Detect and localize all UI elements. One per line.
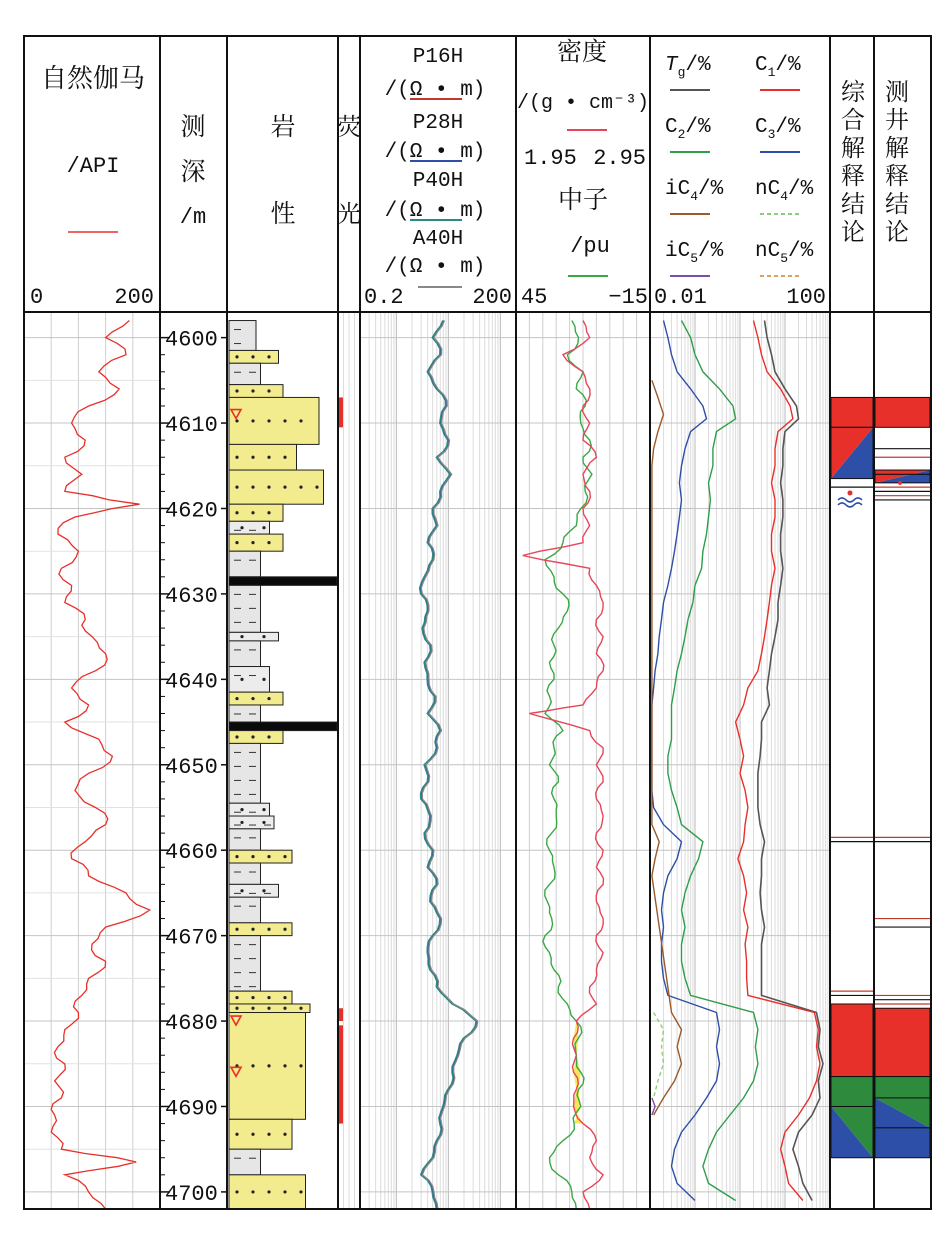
lithology-symbol-dot	[235, 928, 238, 931]
lithology-layer-mud	[229, 936, 261, 992]
lithology-symbol-dot	[251, 389, 254, 392]
interp-logging-title-3: 解	[885, 134, 909, 162]
gas-legend-label-unit: /%	[698, 240, 724, 263]
lithology-layer-mud	[229, 551, 261, 577]
interp-logging-band	[875, 1008, 930, 1076]
gas-legend-label-sub: g	[677, 65, 686, 80]
lithology-symbol-dot	[240, 678, 243, 681]
gas-legend-label-unit: /%	[788, 240, 814, 263]
gas-legend-label	[665, 54, 711, 80]
interp-combined-title-6: 论	[841, 218, 865, 246]
res-scale-min: 0.2	[364, 285, 404, 310]
lithology-symbol-dot	[267, 486, 270, 489]
lithology-symbol-dot	[299, 1007, 302, 1010]
neutron-unit: /pu	[570, 234, 610, 259]
lithology-layer-silt	[229, 632, 279, 641]
lithology-symbol-dot	[251, 855, 254, 858]
lithology-symbol-dot	[267, 456, 270, 459]
lithology-symbol-dot	[235, 1133, 238, 1136]
res-curve-3-title: P40H	[412, 170, 464, 193]
neutron-scale-min: 45	[521, 285, 548, 310]
lithology-symbol-dot	[267, 419, 270, 422]
res-curve-2-unit: /(Ω • m)	[384, 141, 486, 164]
gas-legend-label-unit: /%	[775, 54, 801, 77]
lithology-layer-coal	[229, 577, 337, 586]
interp-combined-band	[831, 397, 873, 427]
lithology-symbol-dot	[251, 735, 254, 738]
lithology-symbol-dot	[240, 889, 243, 892]
depth-label: 4630	[165, 583, 218, 609]
lithology-symbol-dot	[267, 1133, 270, 1136]
lithology-layer-sand	[229, 397, 319, 444]
lithology-layer-silt	[229, 884, 279, 897]
fluorescence-title-1: 荧	[337, 113, 361, 141]
lithology-symbol-dot	[251, 486, 254, 489]
res-curve-3-unit: /(Ω • m)	[384, 200, 486, 223]
lithology-symbol-dot	[267, 855, 270, 858]
lithology-symbol-dot	[251, 419, 254, 422]
gas-legend-label-sub: 2	[677, 127, 686, 142]
density-title: 密度	[556, 37, 608, 66]
lithology-symbol-dot	[235, 855, 238, 858]
gas-legend-label-sub: 1	[767, 65, 776, 80]
lithology-symbol-dot	[235, 511, 238, 514]
lithology-symbol-dot	[240, 635, 243, 638]
interp-logging-title-1: 测	[885, 78, 909, 106]
lithology-layer-sand	[229, 1175, 306, 1209]
lithology-symbol-dot	[283, 1007, 286, 1010]
depth-label: 4680	[165, 1011, 218, 1037]
interp-logging-title-2: 井	[885, 106, 909, 134]
lithology-symbol-dot	[262, 526, 265, 529]
lithology-symbol-dot	[283, 456, 286, 459]
lithology-symbol-dot	[267, 389, 270, 392]
res-curve-4-title: A40H	[412, 228, 464, 251]
lithology-symbol-dot	[267, 1007, 270, 1010]
depth-unit: /m	[179, 205, 207, 230]
lithology-symbol-dot	[235, 996, 238, 999]
res-curve-1-title: P16H	[412, 46, 464, 69]
depth-label: 4620	[165, 498, 218, 524]
lithology-symbol-dot	[235, 456, 238, 459]
gas-legend-label-sub: 4	[780, 189, 789, 204]
gas-legend-label-sub: 3	[767, 127, 776, 142]
depth-title-1: 测	[180, 112, 206, 141]
res-scale-max: 200	[472, 285, 512, 310]
gamma-title: 自然伽马	[40, 64, 146, 94]
lithology-symbol-dot	[299, 1190, 302, 1193]
res-curve-1-unit: /(Ω • m)	[384, 79, 486, 102]
lithology-symbol-dot	[267, 735, 270, 738]
gas-legend-label-unit: /%	[775, 116, 801, 139]
lithology-symbol-dot	[235, 1190, 238, 1193]
lithology-symbol-dot	[267, 928, 270, 931]
lithology-symbol-dot	[251, 511, 254, 514]
lithology-layer-mud	[229, 641, 261, 667]
lithology-symbol-dot	[251, 355, 254, 358]
gas-legend-label	[755, 54, 801, 80]
interp-logging-band	[875, 1128, 930, 1158]
lithology-symbol-dot	[240, 821, 243, 824]
res-curve-2-title: P28H	[412, 112, 464, 135]
lithology-symbol-dot	[235, 1007, 238, 1010]
lithology-symbol-dot	[315, 486, 318, 489]
gas-legend-label-sub: 5	[690, 251, 699, 266]
lithology-symbol-dot	[262, 889, 265, 892]
lithology-symbol-dot	[283, 486, 286, 489]
lithology-symbol-dot	[251, 996, 254, 999]
lithology-title-2: 性	[270, 199, 296, 228]
gas-scale-min: 0.01	[654, 285, 707, 310]
gas-legend-label-main: C	[665, 116, 678, 139]
lithology-symbol-dot	[283, 855, 286, 858]
lithology-layer-coal	[229, 722, 337, 731]
gas-legend-label	[755, 116, 801, 142]
gas-scale-max: 100	[786, 285, 826, 310]
gas-legend-label-main: nC	[755, 240, 781, 263]
lithology-symbol-dot	[251, 928, 254, 931]
lithology-symbol-dot	[240, 526, 243, 529]
lithology-symbol-dot	[283, 928, 286, 931]
oil-symbol-icon	[848, 490, 853, 495]
lithology-symbol-dot	[262, 821, 265, 824]
lithology-layer-silt	[229, 816, 274, 829]
lithology-symbol-dot	[267, 1064, 270, 1067]
lithology-symbol-dot	[251, 1064, 254, 1067]
interp-combined-title-2: 合	[841, 106, 865, 134]
gamma-scale-min: 0	[30, 285, 44, 310]
lithology-symbol-dot	[262, 678, 265, 681]
lithology-symbol-dot	[240, 808, 243, 811]
lithology-symbol-dot	[235, 697, 238, 700]
oil-symbol-icon	[898, 481, 902, 485]
gamma-scale-max: 200	[114, 285, 154, 310]
interp-combined-title-3: 解	[841, 134, 865, 162]
density-unit: /(g • cm⁻³)	[516, 92, 650, 115]
gas-legend-label-sub: 4	[690, 189, 699, 204]
lithology-symbol-dot	[267, 1190, 270, 1193]
lithology-symbol-dot	[262, 635, 265, 638]
lithology-symbol-dot	[283, 1190, 286, 1193]
gas-legend-label-unit: /%	[685, 54, 711, 77]
depth-label: 4640	[165, 669, 218, 695]
lithology-layer-mud	[229, 897, 261, 923]
lithology-symbol-dot	[267, 541, 270, 544]
gas-legend-label-sub: 5	[780, 251, 789, 266]
depth-label: 4670	[165, 925, 218, 951]
lithology-layer-mud	[229, 363, 261, 384]
interp-logging-band	[875, 397, 930, 427]
gas-legend-label-main: C	[755, 116, 768, 139]
lithology-layer-mud	[229, 321, 256, 351]
lithology-symbol-dot	[262, 808, 265, 811]
lithology-symbol-dot	[251, 697, 254, 700]
lithology-symbol-dot	[251, 541, 254, 544]
lithology-symbol-dot	[251, 1007, 254, 1010]
depth-label: 4600	[165, 327, 218, 353]
depth-title-2: 深	[180, 157, 206, 186]
lithology-layer-sand	[229, 1013, 306, 1120]
density-scale-min: 1.95	[524, 146, 577, 171]
lithology-symbol-dot	[235, 541, 238, 544]
depth-label: 4690	[165, 1096, 218, 1122]
lithology-layer-mud	[229, 1149, 261, 1175]
interp-combined-band	[831, 1077, 873, 1107]
lithology-symbol-dot	[235, 389, 238, 392]
depth-label: 4660	[165, 840, 218, 866]
lithology-symbol-dot	[267, 697, 270, 700]
lithology-symbol-dot	[251, 1190, 254, 1193]
gas-legend-label	[665, 116, 711, 142]
gas-legend-label-main: iC	[665, 240, 691, 263]
lithology-symbol-dot	[283, 1133, 286, 1136]
lithology-symbol-dot	[267, 996, 270, 999]
interp-logging-band	[875, 1077, 930, 1098]
lithology-symbol-dot	[299, 1064, 302, 1067]
lithology-layer-sand	[229, 470, 324, 504]
interp-combined-title-4: 释	[841, 162, 865, 190]
gas-legend-label-unit: /%	[698, 178, 724, 201]
interp-combined-title-1: 综	[841, 78, 865, 106]
neutron-title: 中子	[557, 185, 609, 214]
lithology-symbol-dot	[235, 486, 238, 489]
density-scale-max: 2.95	[593, 146, 646, 171]
lithology-layer-mud	[229, 863, 261, 884]
depth-label: 4700	[165, 1181, 218, 1207]
depth-label: 4610	[165, 413, 218, 439]
gas-legend-label-unit: /%	[685, 116, 711, 139]
lithology-symbol-dot	[283, 1064, 286, 1067]
res-curve-4-unit: /(Ω • m)	[384, 256, 486, 279]
interp-combined-title-5: 结	[841, 190, 865, 218]
lithology-symbol-dot	[251, 456, 254, 459]
gas-legend-label-main: iC	[665, 178, 691, 201]
depth-label: 4650	[165, 754, 218, 780]
lithology-symbol-dot	[299, 419, 302, 422]
gas-legend-label-main: nC	[755, 178, 781, 201]
gamma-unit: /API	[66, 154, 120, 179]
gas-legend-label-main: C	[755, 54, 768, 77]
lithology-symbol-dot	[235, 355, 238, 358]
lithology-title-1: 岩	[270, 112, 296, 141]
lithology-layer-mud	[229, 829, 261, 850]
interp-logging-title-4: 释	[885, 162, 909, 190]
neutron-scale-max: −15	[608, 285, 648, 310]
gas-legend-label-unit: /%	[788, 178, 814, 201]
lithology-symbol-dot	[235, 735, 238, 738]
lithology-symbol-dot	[267, 511, 270, 514]
lithology-symbol-dot	[283, 419, 286, 422]
fluorescence-title-2: 光	[337, 200, 361, 228]
lithology-symbol-dot	[299, 486, 302, 489]
lithology-symbol-dot	[267, 355, 270, 358]
lithology-symbol-dot	[251, 1133, 254, 1136]
lithology-symbol-dot	[283, 996, 286, 999]
interp-combined-band	[831, 1004, 873, 1077]
interp-logging-title-5: 结	[885, 190, 909, 218]
gas-legend-label-main: T	[665, 54, 678, 77]
interp-logging-title-6: 论	[885, 218, 909, 246]
